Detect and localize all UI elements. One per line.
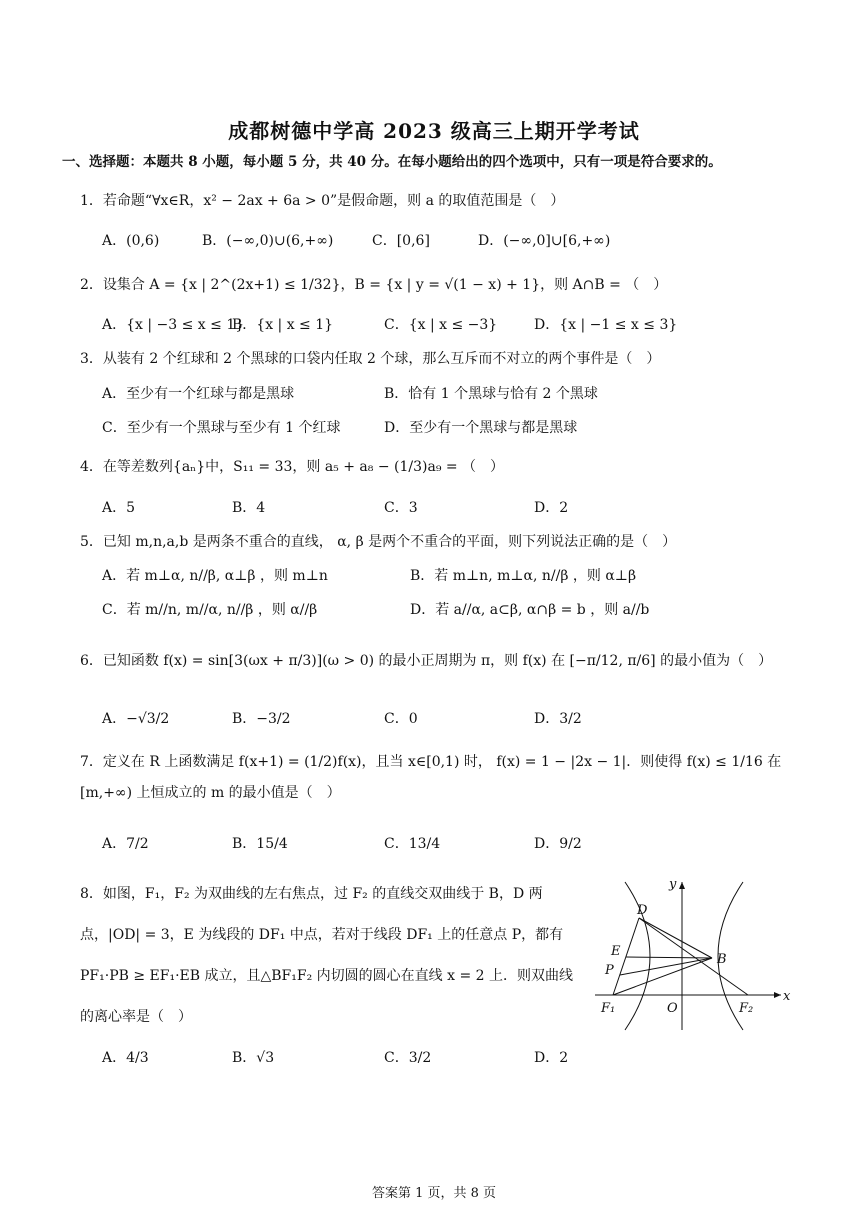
segment-eb: [626, 957, 712, 958]
label-y: y: [669, 877, 677, 892]
hyperbola-figure: [585, 870, 825, 1035]
q7-option-a: A．7/2: [102, 836, 149, 852]
q6-option-a: A．−√3/2: [102, 711, 170, 727]
q7-option-b: B．15/4: [232, 836, 288, 852]
question-6-stem: 6．已知函数 f(x) = sin[3(ωx + π/3)](ω > 0) 的最小正周期为 π，则 f(x) 在 [−π/12, π/6] 的最小值为（ ）: [80, 653, 773, 669]
q3-option-b: B．恰有 1 个黑球与恰有 2 个黑球: [384, 386, 598, 402]
q3-option-d: D．至少有一个黑球与都是黑球: [384, 420, 578, 436]
q1-option-b: B．(−∞,0)∪(6,+∞): [202, 233, 334, 249]
question-7-stem: 7．定义在 R 上函数满足 f(x+1) = (1/2)f(x)，且当 x∈[0,1) 时， f(x) = 1 − |2x − 1|．则使得 f(x) ≤ 1/16 在 [m,+∞) 上恒成立的 m 的最小值是（ ）: [80, 754, 782, 801]
q4-option-b: B．4: [232, 500, 266, 516]
question-5-stem: 5．已知 m,n,a,b 是两条不重合的直线， α, β 是两个不重合的平面，则下列说法正确的是（ ）: [80, 534, 677, 550]
label-x: x: [783, 989, 791, 1004]
q2-option-d: D．{x | −1 ≤ x ≤ 3}: [534, 317, 678, 333]
q3-option-a: A．至少有一个红球与都是黑球: [102, 386, 295, 402]
label-d: D: [637, 903, 648, 918]
q8-option-a: A．4/3: [102, 1050, 149, 1066]
q5-option-d: D．若 a//α, a⊂β, α∩β = b ，则 a//b: [410, 602, 650, 618]
q6-option-b: B．−3/2: [232, 711, 291, 727]
segment-pb: [620, 958, 712, 975]
q1-option-a: A．(0,6): [102, 233, 160, 249]
question-3-stem: 3．从装有 2 个红球和 2 个黑球的口袋内任取 2 个球，那么互斥而不对立的两个事件是（ ）: [80, 351, 661, 367]
q5-option-a: A．若 m⊥α, n//β, α⊥β ，则 m⊥n: [102, 568, 328, 584]
q2-option-b: B．{x | x ≤ 1}: [232, 317, 334, 333]
q5-option-b: B．若 m⊥n, m⊥α, n//β ，则 α⊥β: [410, 568, 637, 584]
q7-option-d: D．9/2: [534, 836, 582, 852]
label-b: B: [717, 952, 727, 967]
question-4-stem: 4．在等差数列{aₙ}中，S₁₁ = 33，则 a₅ + a₈ − (1/3)a₉ = （ ）: [80, 459, 505, 475]
page-footer: 答案第 1 页，共 8 页: [371, 1186, 497, 1201]
label-f1: F₁: [601, 1001, 616, 1016]
q6-option-c: C．0: [384, 711, 418, 727]
q1-option-c: C．[0,6]: [372, 233, 430, 249]
section-heading: 一、选择题：本题共 8 小题，每小题 5 分，共 40 分。在每小题给出的四个选项中，只有一项是符合要求的。: [62, 154, 722, 170]
question-8-stem: 8．如图，F₁，F₂ 为双曲线的左右焦点，过 F₂ 的直线交双曲线于 B，D 两点，|OD| = 3，E 为线段的 DF₁ 中点，若对于线段 DF₁ 上的任意点 P，都有 PF₁·PB ≥ EF₁·EB 成立，且△BF₁F₂ 内切圆的圆心在直线 x = 2 上．则双曲线的离心率是（ ）: [80, 886, 573, 1025]
question-1-stem: 1．若命题“∀x∈R，x² − 2ax + 6a > 0”是假命题，则 a 的取值范围是（ ）: [80, 193, 565, 209]
q3-option-c: C．至少有一个黑球与至少有 1 个红球: [102, 420, 341, 436]
question-2-stem: 2．设集合 A = {x | 2^(2x+1) ≤ 1/32}，B = {x | y = √(1 − x) + 1}，则 A∩B = （ ）: [80, 277, 668, 293]
q2-option-a: A．{x | −3 ≤ x ≤ 1}: [102, 317, 245, 333]
label-e: E: [611, 944, 621, 959]
exam-title: 成都树德中学高 2023 级高三上期开学考试: [228, 119, 640, 143]
q4-option-c: C．3: [384, 500, 418, 516]
q7-option-c: C．13/4: [384, 836, 441, 852]
segment-f1b: [613, 958, 712, 995]
x-axis-arrow: [774, 992, 781, 998]
label-o: O: [667, 1001, 678, 1016]
q6-option-d: D．3/2: [534, 711, 582, 727]
q1-option-d: D．(−∞,0]∪[6,+∞): [478, 233, 611, 249]
q5-option-c: C．若 m//n, m//α, n//β ，则 α//β: [102, 602, 318, 618]
line-df2: [639, 918, 748, 995]
q4-option-d: D．2: [534, 500, 569, 516]
q4-option-a: A．5: [102, 500, 136, 516]
label-f2: F₂: [739, 1001, 754, 1016]
q8-option-d: D．2: [534, 1050, 569, 1066]
y-axis-arrow: [679, 882, 685, 889]
q2-option-c: C．{x | x ≤ −3}: [384, 317, 498, 333]
q8-option-b: B．√3: [232, 1050, 275, 1066]
q8-option-c: C．3/2: [384, 1050, 432, 1066]
label-p: P: [605, 963, 614, 978]
